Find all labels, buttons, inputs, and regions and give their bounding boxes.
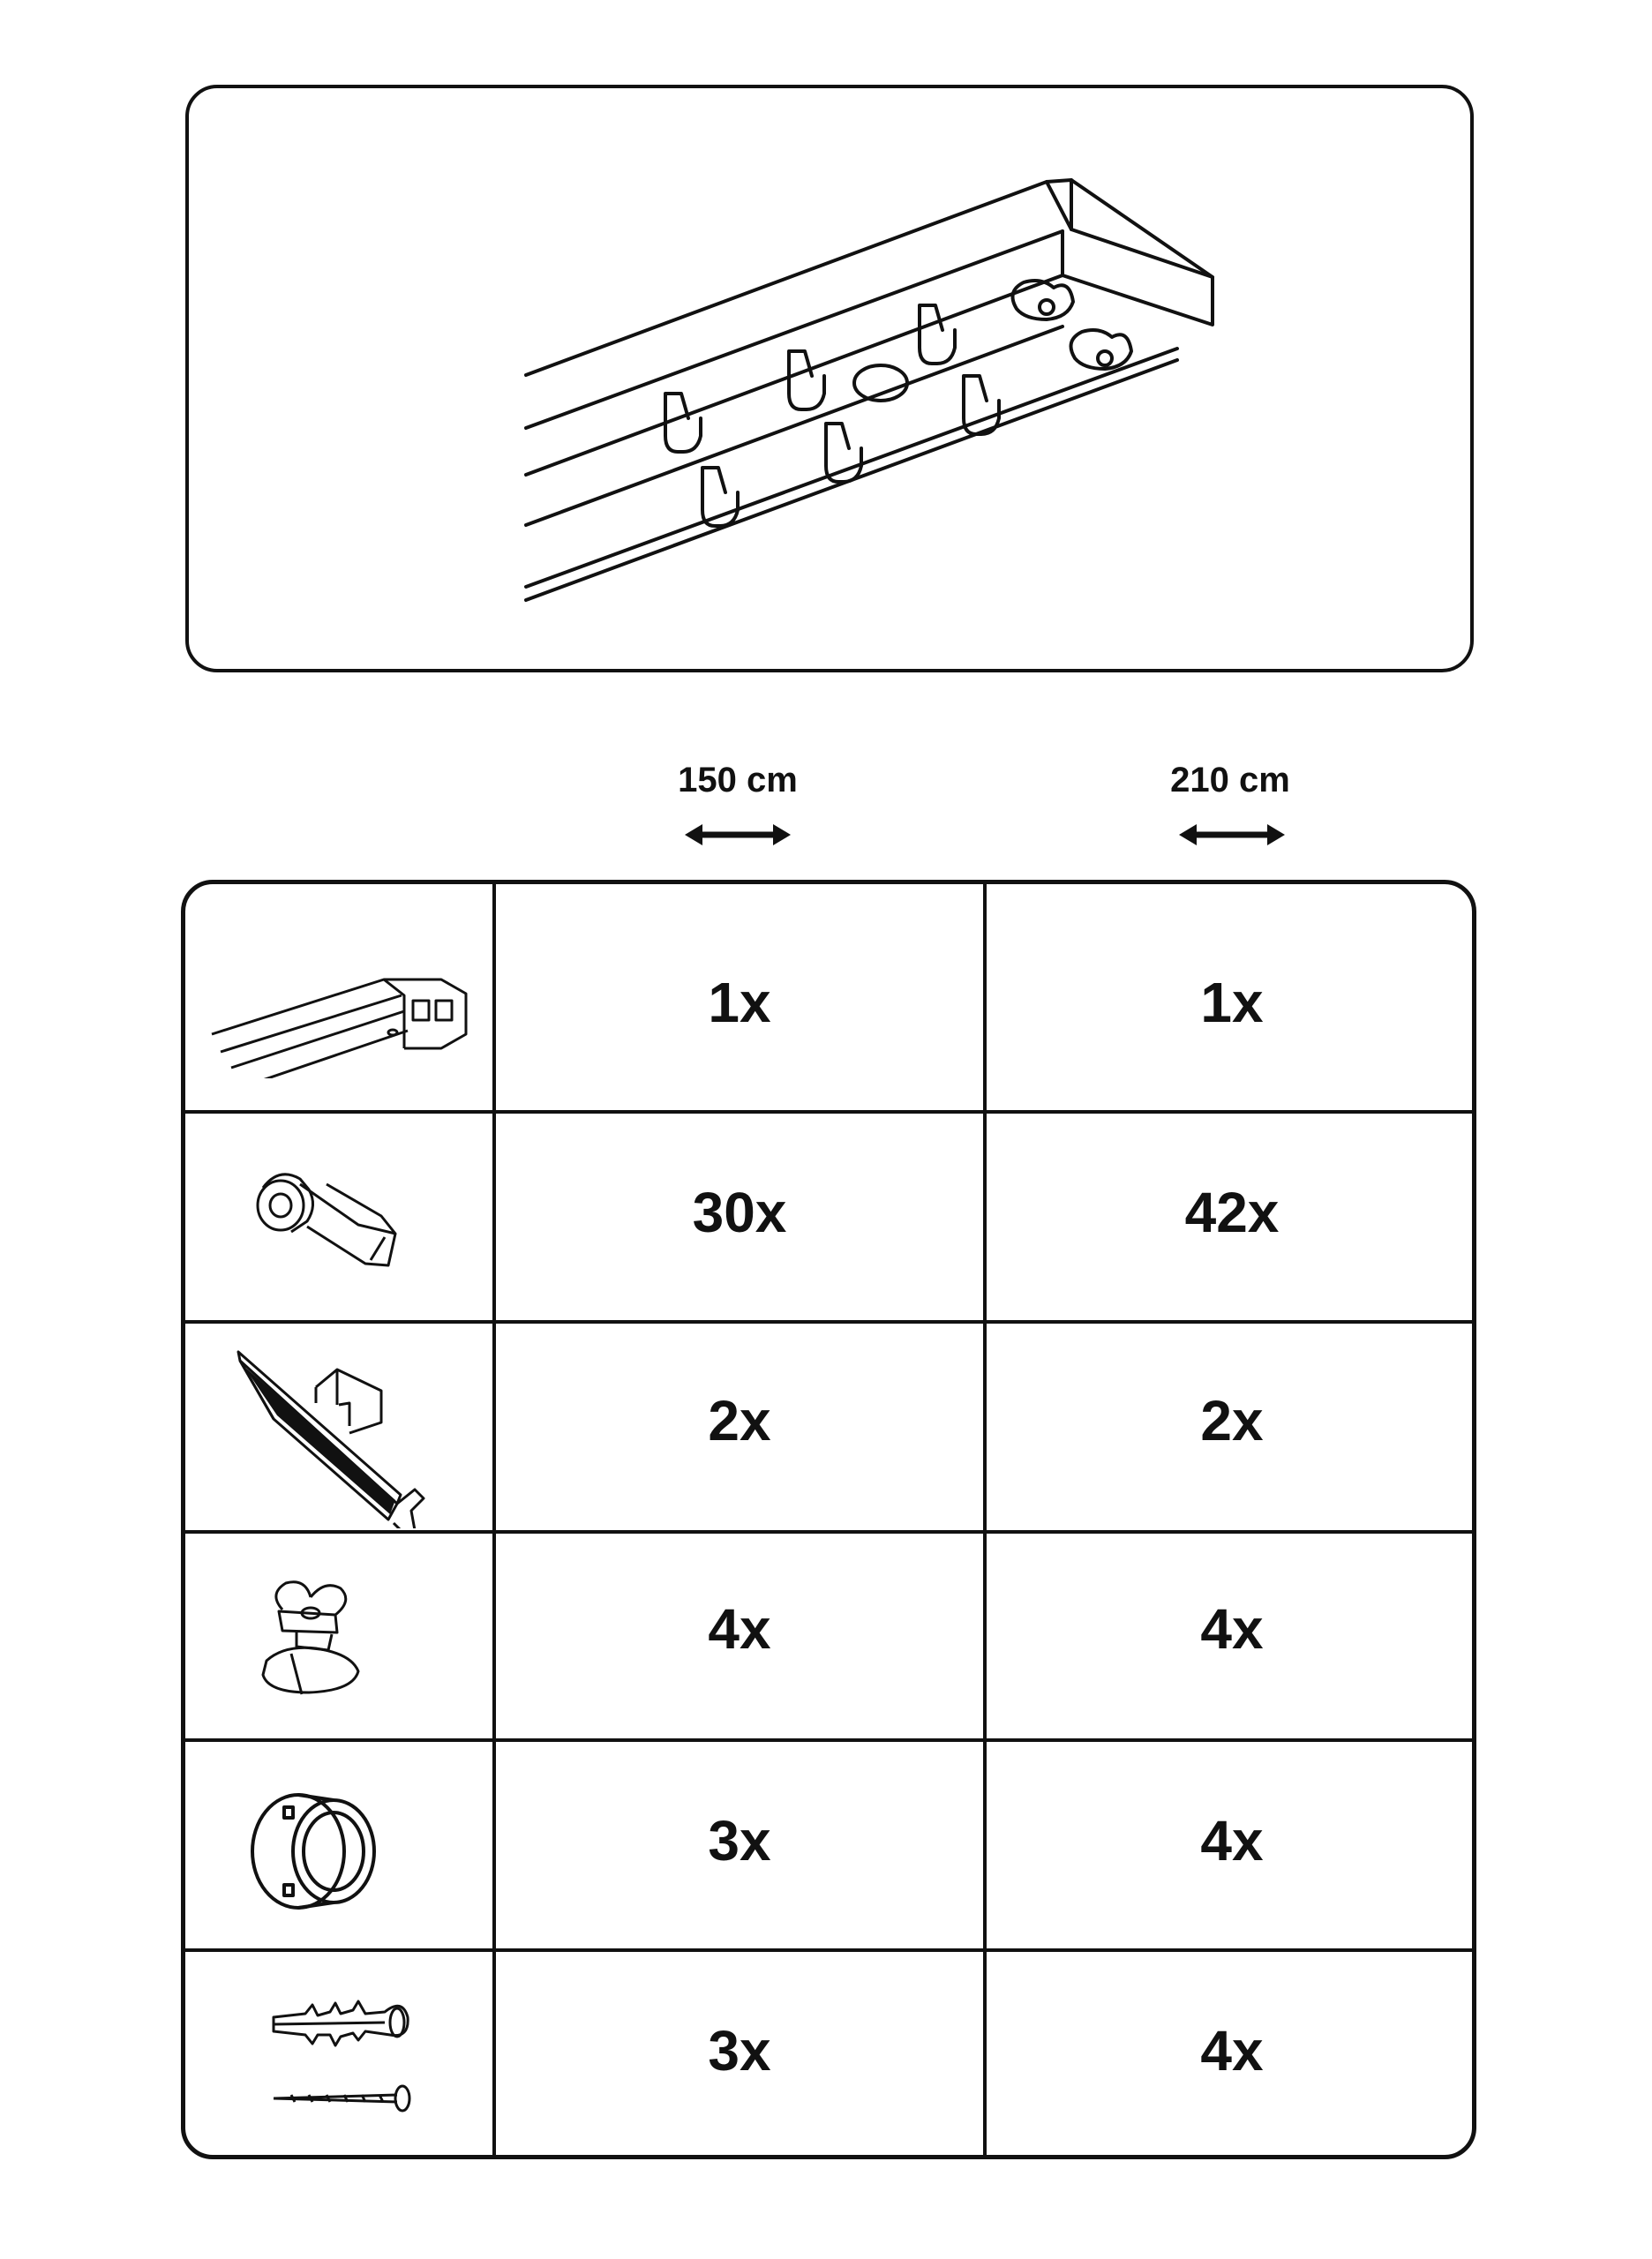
qty-210: 1x xyxy=(1200,971,1264,1034)
qty-150: 3x xyxy=(708,2019,771,2083)
table-divider xyxy=(185,1110,1472,1114)
wing-nut-clip-icon xyxy=(185,1555,494,1731)
table-row xyxy=(185,1131,494,1308)
table-divider xyxy=(185,1320,1472,1324)
table-divider xyxy=(185,1530,1472,1534)
curtain-rail-assembly-icon xyxy=(189,88,1477,676)
qty-210: 2x xyxy=(1200,1389,1264,1452)
table-row xyxy=(185,1555,494,1731)
qty-150: 4x xyxy=(708,1597,771,1661)
qty-210: 4x xyxy=(1200,2019,1264,2083)
qty-210: 4x xyxy=(1200,1597,1264,1661)
double-arrow-icon xyxy=(1179,819,1285,851)
qty-210: 42x xyxy=(1184,1181,1280,1244)
table-divider xyxy=(185,1738,1472,1742)
table-row xyxy=(185,1767,494,1943)
overview-illustration xyxy=(185,85,1474,672)
qty-210: 4x xyxy=(1200,1809,1264,1872)
end-cap-icon xyxy=(185,1334,494,1528)
qty-150: 30x xyxy=(692,1181,787,1244)
qty-150: 3x xyxy=(708,1809,771,1872)
parts-table xyxy=(181,880,1476,2159)
table-row xyxy=(185,919,494,1078)
rail-track-icon xyxy=(185,919,494,1078)
glider-hook-icon xyxy=(185,1131,494,1308)
column-header-150: 150 cm xyxy=(678,761,798,799)
dowel-and-screw-icon xyxy=(185,1971,494,2148)
ceiling-bracket-ring-icon xyxy=(185,1767,494,1943)
table-divider xyxy=(983,884,987,2155)
column-header-210: 210 cm xyxy=(1170,761,1290,799)
double-arrow-icon xyxy=(685,819,791,851)
table-divider xyxy=(185,1948,1472,1952)
table-row xyxy=(185,1971,494,2148)
qty-150: 2x xyxy=(708,1389,771,1452)
table-row xyxy=(185,1334,494,1528)
qty-150: 1x xyxy=(708,971,771,1034)
